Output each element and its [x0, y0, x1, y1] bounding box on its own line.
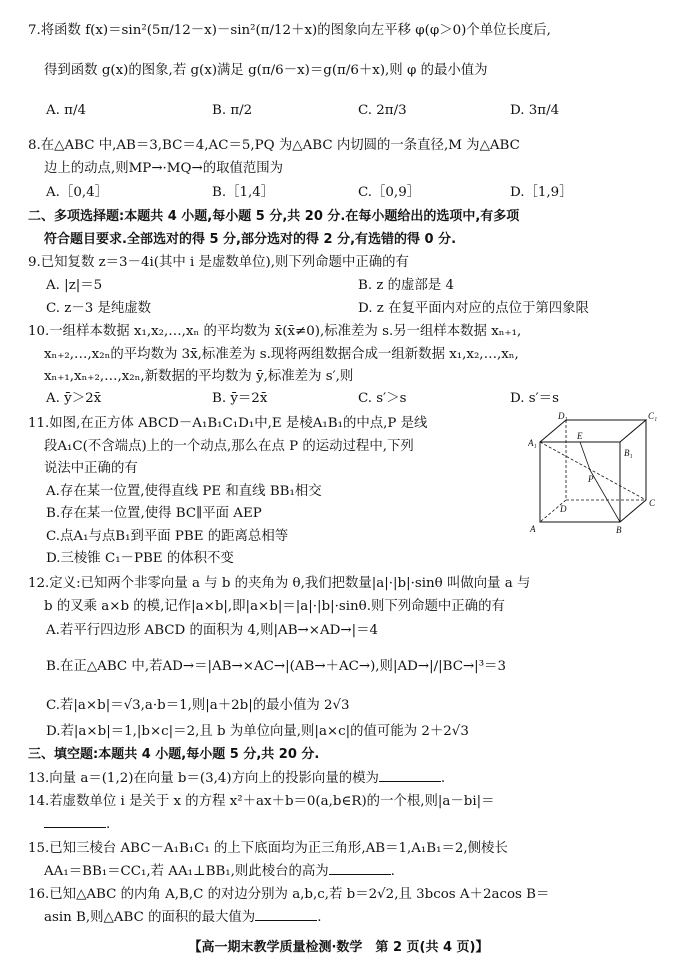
q7-stem-line1: 7.将函数 f(x)＝sin²(5π/12－x)－sin²(π/12＋x)的图象向左平移 φ(φ＞0)个单位长度后,	[28, 23, 551, 38]
q10-option-a: A. ȳ＞2x̄	[46, 391, 102, 406]
q9-option-c: C. z－3 是纯虚数	[46, 301, 152, 316]
q9-option-d: D. z 在复平面内对应的点位于第四象限	[358, 301, 589, 316]
q14-stem: 14.若虚数单位 i 是关于 x 的方程 x²＋ax＋b＝0(a,b∈R)的一个根,则|a－bi|＝	[28, 794, 495, 809]
q15-line2: AA₁＝BB₁＝CC₁,若 AA₁⊥BB₁,则此棱台的高为	[44, 864, 329, 879]
q13-end: .	[440, 771, 446, 786]
q8-stem-line2: 边上的动点,则MP→·MQ→的取值范围为	[44, 161, 284, 176]
q16-line1: 16.已知△ABC 的内角 A,B,C 的对边分别为 a,b,c,若 b＝2√2,且 3bcos A＋2acos B＝	[28, 887, 550, 902]
q11-option-d: D.三棱锥 C₁－PBE 的体积不变	[46, 551, 234, 566]
q7-option-d: D. 3π/4	[510, 103, 560, 118]
cube-right-edges	[620, 420, 646, 522]
q12-option-b: B.在正△ABC 中,若AD→＝|AB→×AC→|(AB→＋AC→),则|AD→|/|BC→|³＝3	[46, 659, 506, 674]
section2-instructions: 符合题目要求.全部选对的得 5 分,部分选对的得 2 分,有选错的得 0 分.	[44, 232, 457, 247]
q11-line1: 11.如图,在正方体 ABCD－A₁B₁C₁D₁中,E 是棱A₁B₁的中点,P 是线	[28, 416, 428, 431]
q15-answer-blank[interactable]	[329, 862, 391, 875]
q15-line2-row	[44, 862, 395, 881]
q12-option-d: D.若|a×b|＝1,|b×c|＝2,且 b 为单位向量,则|a×c|的值可能为 2＋2√3	[46, 724, 469, 739]
q11-option-b: B.存在某一位置,使得 BC∥平面 AEP	[46, 506, 262, 521]
q11-line3: 说法中正确的有	[44, 461, 138, 476]
page-footer: 【高一期末教学质量检测·数学 第 2 页(共 4 页)】	[188, 940, 489, 955]
q10-line3: xₙ₊₁,xₙ₊₂,…,x₂ₙ,新数据的平均数为 ȳ,标准差为 s′,则	[44, 369, 354, 384]
q16-end: .	[317, 910, 322, 925]
q11-option-a: A.存在某一位置,使得直线 PE 和直线 BB₁相交	[46, 484, 322, 499]
label-a: A	[530, 524, 536, 534]
q11-cube-figure	[528, 412, 660, 540]
q8-stem-line1: 8.在△ABC 中,AB＝3,BC＝4,AC＝5,PQ 为△ABC 内切圆的一条直径,M 为△ABC	[28, 138, 520, 153]
q8-option-a: A.［0,4］	[46, 185, 109, 200]
q10-line1: 10.一组样本数据 x₁,x₂,…,xₙ 的平均数为 x̄(x̄≠0),标准差为 s.另一组样本数据 xₙ₊₁,	[28, 324, 522, 339]
q15-line1: 15.已知三棱台 ABC－A₁B₁C₁ 的上下底面均为正三角形,AB＝1,A₁B₁＝2,侧棱长	[28, 841, 508, 856]
q12-line1: 12.定义:已知两个非零向量 a 与 b 的夹角为 θ,我们把数量|a|·|b|·sinθ 叫做向量 a 与	[28, 576, 531, 591]
q8-option-d: D.［1,9］	[510, 185, 573, 200]
label-b: B	[616, 525, 622, 535]
q10-option-d: D. s′＝s	[510, 391, 559, 406]
q14-end: .	[106, 817, 111, 832]
q12-option-c: C.若|a×b|＝√3,a·b＝1,则|a＋2b|的最小值为 2√3	[46, 698, 350, 713]
q14-answer-blank[interactable]	[44, 815, 106, 828]
q13-stem-row	[28, 769, 445, 788]
q9-stem: 9.已知复数 z＝3－4i(其中 i 是虚数单位),则下列命题中正确的有	[28, 255, 409, 270]
cube-front-face	[540, 442, 620, 522]
q10-option-c: C. s′＞s	[358, 391, 407, 406]
label-p: P	[588, 474, 594, 484]
q8-option-c: C.［0,9］	[358, 185, 421, 200]
cube-segment-ep	[580, 442, 590, 470]
q12-option-a: A.若平行四边形 ABCD 的面积为 4,则|AB→×AD→|＝4	[46, 623, 379, 638]
label-c: C	[649, 498, 656, 508]
q7-option-a: A. π/4	[46, 103, 87, 118]
q11-line2: 段A₁C(不含端点)上的一个动点,那么在点 P 的运动过程中,下列	[44, 439, 414, 454]
cube-segment-pb	[590, 470, 620, 522]
q16-line2-row	[44, 908, 321, 927]
q13-stem: 13.向量 a＝(1,2)在向量 b＝(3,4)方向上的投影向量的模为	[28, 771, 379, 786]
q16-answer-blank[interactable]	[255, 908, 317, 921]
q7-stem-line2: 得到函数 g(x)的图象,若 g(x)满足 g(π/6－x)＝g(π/6＋x),则 φ 的最小值为	[44, 63, 488, 78]
label-a1: A₁	[528, 438, 537, 448]
label-e: E	[577, 431, 583, 441]
cube-top-edges	[540, 420, 646, 442]
label-d1: D₁	[558, 412, 568, 421]
q10-option-b: B. ȳ＝2x̄	[212, 391, 268, 406]
label-c1: C₁	[648, 412, 658, 421]
q11-option-c: C.点A₁与点B₁到平面 PBE 的距离总相等	[46, 529, 289, 544]
q7-option-b: B. π/2	[212, 103, 253, 118]
q14-answer-row	[44, 815, 110, 834]
q16-line2: asin B,则△ABC 的面积的最大值为	[44, 910, 256, 925]
q12-line2: b 的叉乘 a×b 的模,记作|a×b|,即|a×b|＝|a|·|b|·sinθ.则下列命题中正确的有	[44, 599, 505, 614]
q10-line2: xₙ₊₂,…,x₂ₙ的平均数为 3x̄,标准差为 s.现将两组数据合成一组新数据 x₁,x₂,…,xₙ,	[44, 347, 519, 362]
q9-option-b: B. z 的虚部是 4	[358, 278, 455, 293]
label-b1: B₁	[624, 448, 633, 458]
label-d: D	[560, 504, 567, 514]
q9-option-a: A. |z|＝5	[46, 278, 103, 293]
q13-answer-blank[interactable]	[379, 769, 441, 782]
q8-option-b: B.［1,4］	[212, 185, 275, 200]
q7-option-c: C. 2π/3	[358, 103, 407, 118]
section3-heading: 三、填空题:本题共 4 小题,每小题 5 分,共 20 分.	[28, 747, 320, 762]
section2-heading: 二、多项选择题:本题共 4 小题,每小题 5 分,共 20 分.在每小题给出的选项中,有多项	[28, 209, 520, 224]
q15-end: .	[390, 864, 395, 879]
